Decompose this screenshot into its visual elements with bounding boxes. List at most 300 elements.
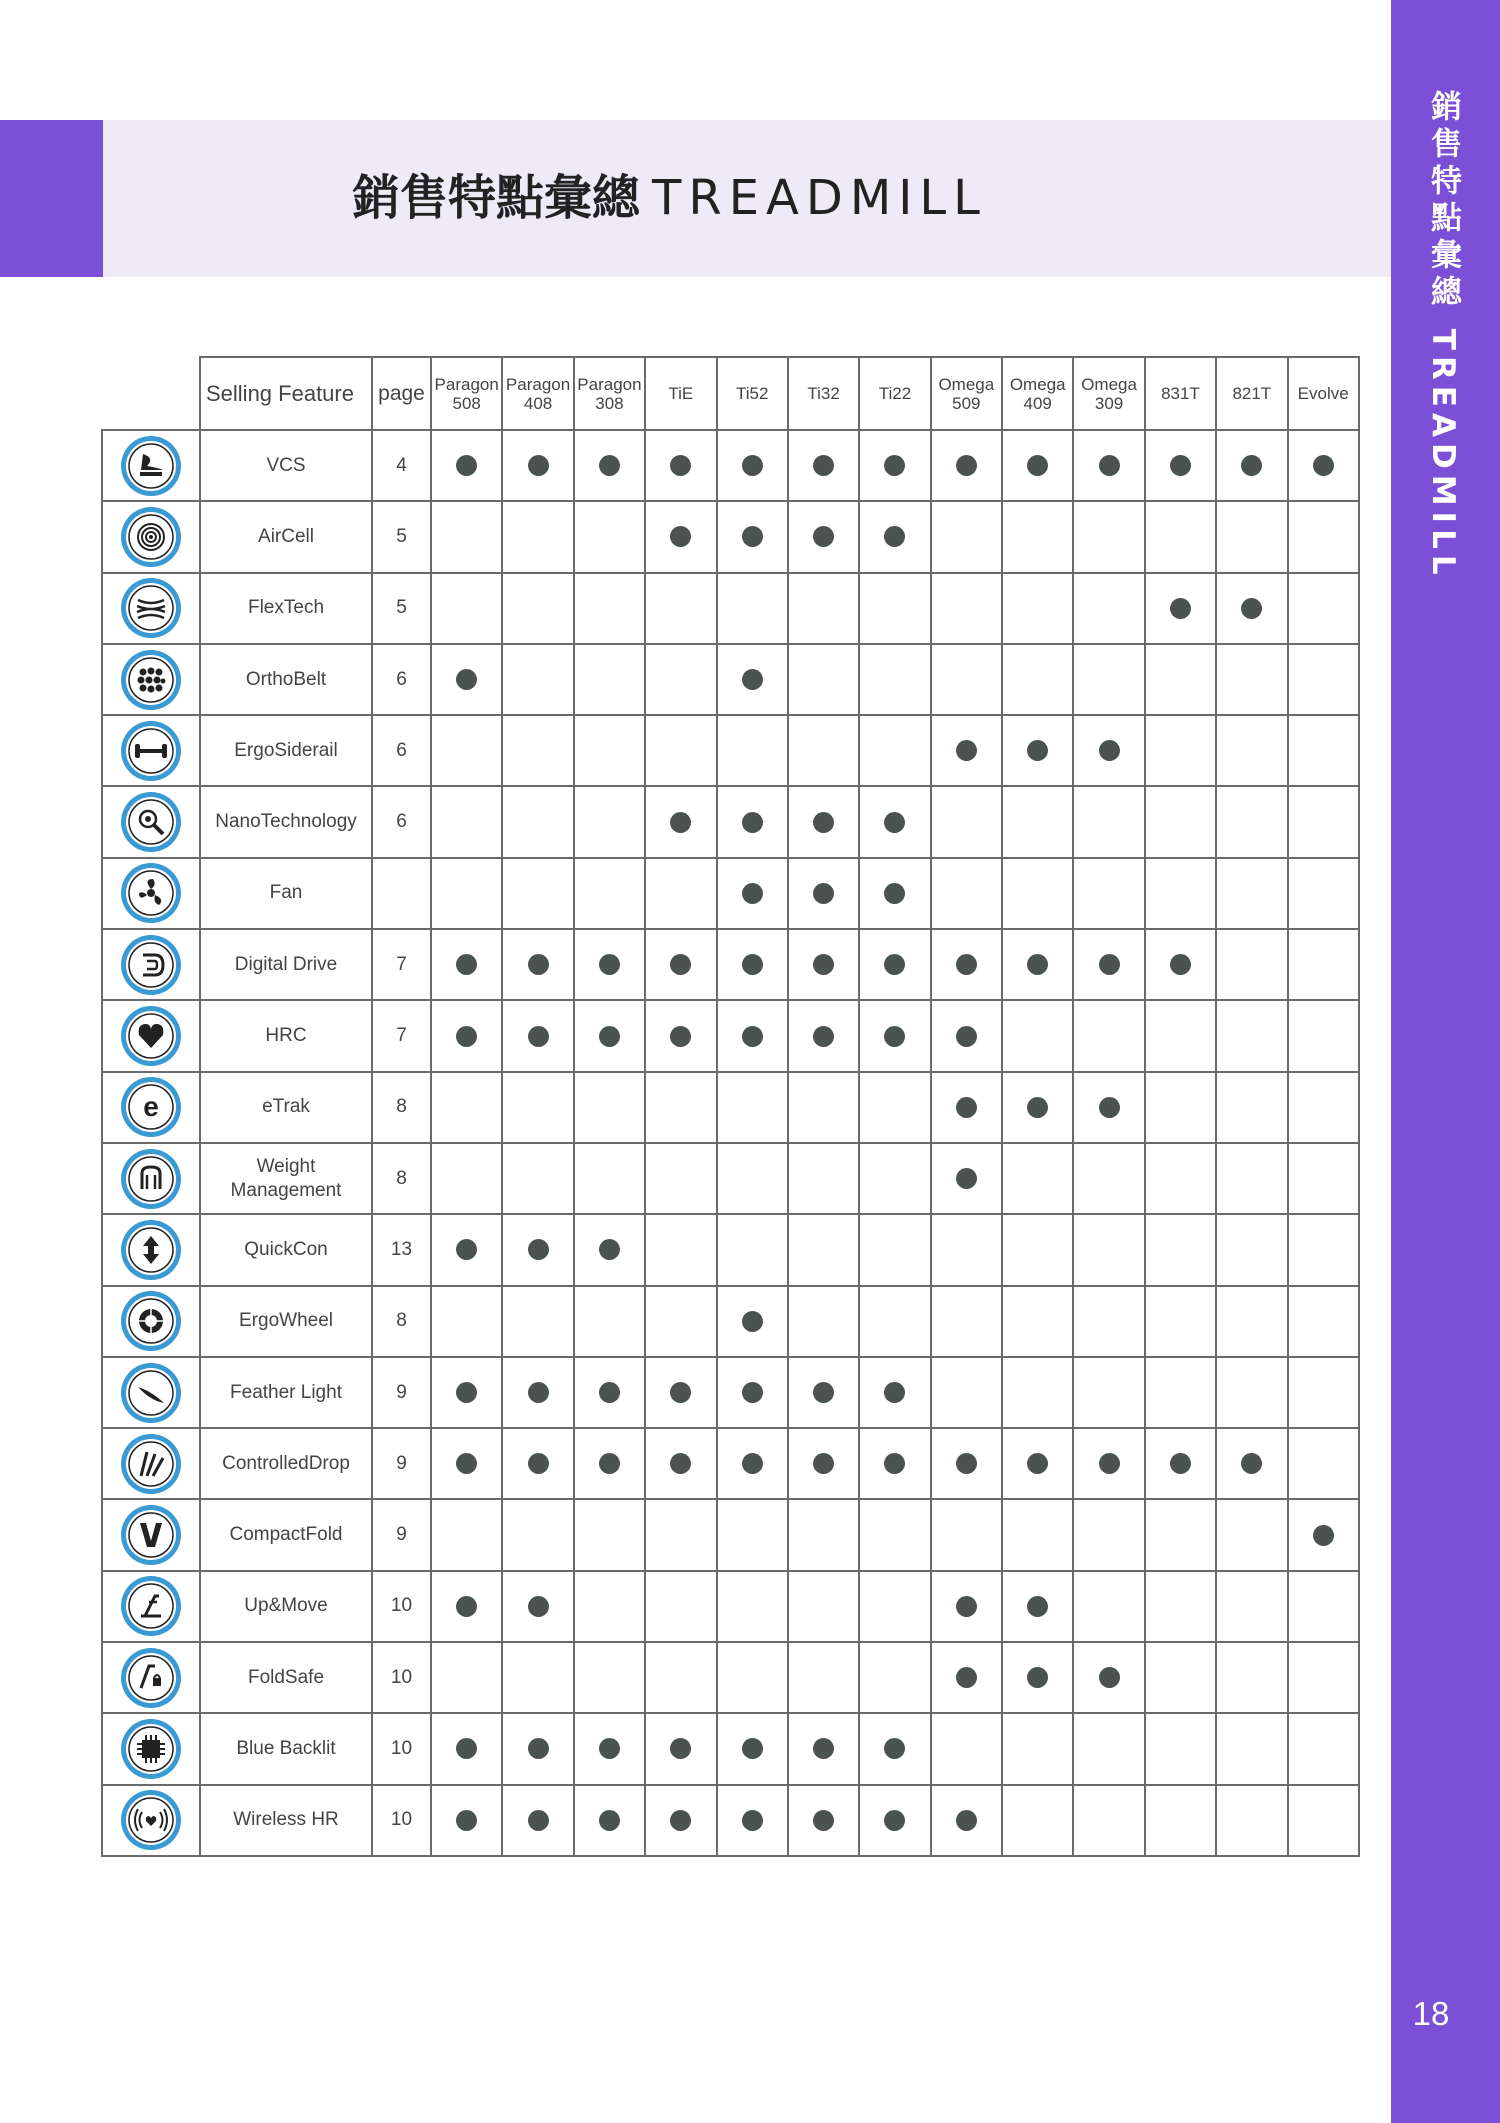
model-number: 408 [523,393,553,413]
model-cell [788,644,859,715]
feature-name: OrthoBelt [200,644,372,715]
model-cell [502,430,573,501]
feature-dot [1241,1453,1262,1474]
model-cell [717,1143,788,1214]
feature-dot [1027,1453,1048,1474]
model-cell [574,1143,645,1214]
feature-dot [742,1026,763,1047]
feature-dot [742,669,763,690]
model-cell [1002,786,1073,857]
feature-dot [670,526,691,547]
feature-dot [528,455,549,476]
feature-dot [670,1453,691,1474]
feature-dot [1099,1667,1120,1688]
model-cell [859,929,930,1000]
model-cell [717,1642,788,1713]
model-cell [1073,1072,1144,1143]
table-row [102,1143,1359,1214]
model-cell [1002,644,1073,715]
controlled-drop-icon [119,1432,183,1496]
feature-dot [742,883,763,904]
feature-dot [456,1738,477,1759]
model-cell [1216,1000,1287,1071]
model-cell [859,1143,930,1214]
model-cell [574,1428,645,1499]
table-row [102,1642,1359,1713]
model-cell [431,1286,502,1357]
feature-name: ControlledDrop [200,1428,372,1499]
up-move-icon [119,1574,183,1638]
model-cell [788,1713,859,1784]
feature-dot [1170,598,1191,619]
model-cell [431,1785,502,1856]
model-cell [788,1642,859,1713]
model-header [574,357,645,430]
feature-dot [742,1810,763,1831]
model-cell [1145,786,1216,857]
model-cell [931,786,1002,857]
feature-icon-cell [102,929,200,1000]
model-cell [574,1642,645,1713]
table-row [102,1499,1359,1570]
feature-dot [813,526,834,547]
feature-page: 10 [372,1642,431,1713]
model-cell [1145,1713,1216,1784]
feature-dot [1099,1097,1120,1118]
model-cell [1216,1642,1287,1713]
model-cell [931,1642,1002,1713]
etrak-icon [119,1075,183,1139]
model-cell [1002,858,1073,929]
model-cell [859,1642,930,1713]
feature-name: eTrak [200,1072,372,1143]
model-cell [717,858,788,929]
model-cell [502,1499,573,1570]
model-cell [717,929,788,1000]
model-cell [717,1072,788,1143]
feature-icon-cell [102,786,200,857]
model-cell [1288,573,1359,644]
model-cell [1288,430,1359,501]
model-name: Ti32 [807,384,840,403]
model-cell [1216,1713,1287,1784]
feature-dot [742,526,763,547]
model-cell [1288,929,1359,1000]
model-cell [1216,430,1287,501]
model-cell [431,1428,502,1499]
table-row [102,644,1359,715]
feature-icon-cell [102,1785,200,1856]
feature-dot [742,1738,763,1759]
feature-dot [813,812,834,833]
feature-dot [1027,740,1048,761]
model-cell [645,715,716,786]
feature-dot [813,1382,834,1403]
table-row [102,1785,1359,1856]
page-title-en: TREADMILL [652,170,987,226]
model-cell [931,1571,1002,1642]
model-cell [859,1214,930,1285]
model-header [859,357,930,430]
feature-dot [956,1453,977,1474]
model-cell [788,1214,859,1285]
model-cell [931,644,1002,715]
feature-dot [956,1026,977,1047]
blue-backlit-icon [119,1717,183,1781]
model-cell [1145,1642,1216,1713]
model-cell [1002,1286,1073,1357]
model-cell [1145,858,1216,929]
model-cell [1145,1428,1216,1499]
model-cell [788,1428,859,1499]
feature-dot [884,954,905,975]
feature-name: AirCell [200,501,372,572]
model-cell [431,644,502,715]
model-header [1288,357,1359,430]
feature-dot [956,954,977,975]
model-cell [1145,1785,1216,1856]
flextech-icon [119,576,183,640]
feature-name: ErgoSiderail [200,715,372,786]
model-cell [931,929,1002,1000]
model-cell [1288,858,1359,929]
feature-page: 8 [372,1143,431,1214]
feature-dot [884,1026,905,1047]
model-cell [859,1499,930,1570]
feature-icon-cell [102,644,200,715]
model-cell [859,644,930,715]
model-cell [1002,1428,1073,1499]
model-cell [1216,644,1287,715]
feature-dot [956,1810,977,1831]
feature-icon-cell [102,1499,200,1570]
model-cell [717,501,788,572]
feature-page: 9 [372,1357,431,1428]
model-number: 308 [595,393,624,413]
feature-dot [1241,455,1262,476]
feature-page: 8 [372,1286,431,1357]
model-cell [502,1000,573,1071]
feature-dot [528,1810,549,1831]
table-row [102,858,1359,929]
model-name: Ti52 [735,384,769,403]
model-number: 508 [452,393,481,413]
feature-dot [456,1596,477,1617]
model-cell [859,1357,930,1428]
feature-dot [528,1026,549,1047]
model-cell [859,1785,930,1856]
model-cell [431,1000,502,1071]
model-cell [1073,573,1144,644]
model-cell [502,858,573,929]
model-cell [931,1072,1002,1143]
model-cell [1288,1642,1359,1713]
model-cell [1145,1286,1216,1357]
model-cell [1216,1571,1287,1642]
model-cell [788,1571,859,1642]
feature-dot [456,1810,477,1831]
model-cell [645,1571,716,1642]
model-cell [574,430,645,501]
feature-name: FlexTech [200,573,372,644]
feature-dot [1099,954,1120,975]
model-cell [1216,1785,1287,1856]
feature-icon-cell [102,501,200,572]
feature-icon-cell [102,1357,200,1428]
model-cell [645,644,716,715]
model-cell [1073,1000,1144,1071]
model-cell [431,1357,502,1428]
quickcon-icon [119,1218,183,1282]
model-cell [574,1499,645,1570]
feature-dot [1313,1525,1334,1546]
model-name: Omega [938,374,995,394]
model-cell [431,1499,502,1570]
feature-dot [884,1453,905,1474]
feature-dot [599,455,620,476]
model-cell [502,1357,573,1428]
feature-dot [1027,1667,1048,1688]
table-row [102,1428,1359,1499]
feather-icon [119,1361,183,1425]
model-cell [717,1000,788,1071]
model-cell [788,573,859,644]
feature-dot [884,1810,905,1831]
model-name: Omega [1081,374,1137,394]
feature-icon-cell [102,1143,200,1214]
feature-page: 9 [372,1499,431,1570]
feature-icon-cell [102,1214,200,1285]
model-cell [1216,501,1287,572]
feature-page: 13 [372,1214,431,1285]
feature-dot [599,1239,620,1260]
model-cell [574,1357,645,1428]
model-cell [1002,1357,1073,1428]
feature-dot [742,1453,763,1474]
model-cell [931,1428,1002,1499]
model-cell [1073,1499,1144,1570]
feature-dot [884,812,905,833]
feature-dot [956,1596,977,1617]
model-cell [574,501,645,572]
model-cell [1288,1357,1359,1428]
model-header [1002,357,1073,430]
model-cell [1073,1785,1144,1856]
feature-dot [528,1453,549,1474]
feature-page: 5 [372,501,431,572]
feature-name: Blue Backlit [200,1713,372,1784]
model-cell [1288,786,1359,857]
ergosiderail-icon [119,719,183,783]
model-cell [931,858,1002,929]
model-cell [1002,573,1073,644]
feature-dot [456,455,477,476]
model-header [502,357,573,430]
feature-dot [528,1382,549,1403]
feature-dot [599,1026,620,1047]
model-cell [1002,1214,1073,1285]
model-cell [645,1286,716,1357]
model-header [1073,357,1144,430]
model-name: 831T [1161,384,1200,403]
feature-dot [670,954,691,975]
model-name: Paragon [577,374,642,394]
model-cell [574,573,645,644]
model-cell [502,715,573,786]
table-row [102,1214,1359,1285]
model-cell [931,1785,1002,1856]
feature-page: 9 [372,1428,431,1499]
feature-name: Feather Light [200,1357,372,1428]
model-cell [1073,1571,1144,1642]
model-cell [1002,1571,1073,1642]
model-cell [645,1000,716,1071]
model-cell [1073,1286,1144,1357]
feature-dot [456,954,477,975]
feature-dot [1313,455,1334,476]
foldsafe-icon [119,1646,183,1710]
model-cell [1002,1000,1073,1071]
model-cell [502,1428,573,1499]
model-cell [1073,786,1144,857]
feature-page: 6 [372,786,431,857]
model-cell [1145,1571,1216,1642]
feature-dot [884,526,905,547]
model-cell [645,1072,716,1143]
model-header [788,357,859,430]
model-cell [1002,1785,1073,1856]
model-cell [431,1642,502,1713]
feature-dot [956,1097,977,1118]
feature-dot [670,455,691,476]
model-cell [574,1785,645,1856]
model-cell [1073,644,1144,715]
feature-icon-cell [102,1571,200,1642]
model-cell [788,1072,859,1143]
page-header: page [372,357,431,430]
table-row [102,1357,1359,1428]
table-row [102,715,1359,786]
feature-icon-cell [102,1072,200,1143]
model-cell [1216,786,1287,857]
feature-dot [528,1239,549,1260]
model-cell [1073,1357,1144,1428]
model-cell [431,501,502,572]
model-cell [431,430,502,501]
model-cell [1216,1286,1287,1357]
feature-page: 10 [372,1713,431,1784]
model-cell [1216,858,1287,929]
model-cell [574,1000,645,1071]
feature-page [372,858,431,929]
selling-feature-header: Selling Feature [200,357,372,430]
model-cell [788,858,859,929]
icon-column-header [102,357,200,430]
model-cell [1288,1072,1359,1143]
feature-name: ErgoWheel [200,1286,372,1357]
weight-management-icon [119,1147,183,1211]
model-cell [1145,929,1216,1000]
model-cell [717,1286,788,1357]
feature-page: 6 [372,715,431,786]
feature-page: 10 [372,1785,431,1856]
feature-dot [884,1382,905,1403]
model-cell [502,1571,573,1642]
feature-dot [599,954,620,975]
feature-name: NanoTechnology [200,786,372,857]
model-cell [1216,929,1287,1000]
model-cell [931,1000,1002,1071]
feature-dot [456,1453,477,1474]
model-cell [574,1571,645,1642]
model-cell [502,929,573,1000]
model-cell [717,715,788,786]
model-name: Omega [1009,374,1066,394]
model-cell [574,929,645,1000]
model-cell [931,1499,1002,1570]
feature-page: 10 [372,1571,431,1642]
page-title-zh: 銷售特點彙總 [352,170,641,226]
feature-page: 7 [372,929,431,1000]
model-cell [574,858,645,929]
feature-dot [1099,740,1120,761]
table-row [102,501,1359,572]
table-row [102,1000,1359,1071]
model-cell [717,1214,788,1285]
model-cell [931,715,1002,786]
model-cell [431,1713,502,1784]
feature-dot [456,1239,477,1260]
model-cell [574,715,645,786]
model-cell [431,573,502,644]
model-cell [431,1072,502,1143]
model-cell [717,1713,788,1784]
vcs-icon [119,434,183,498]
model-cell [431,1214,502,1285]
feature-name: Fan [200,858,372,929]
model-cell [574,1072,645,1143]
model-cell [502,1143,573,1214]
feature-table [101,356,1360,1857]
feature-page: 7 [372,1000,431,1071]
feature-page: 5 [372,573,431,644]
model-cell [1073,501,1144,572]
model-cell [1145,644,1216,715]
model-cell [645,1143,716,1214]
model-cell [1216,1072,1287,1143]
table-row [102,573,1359,644]
model-cell [1145,501,1216,572]
model-cell [1288,501,1359,572]
model-cell [931,573,1002,644]
model-cell [574,1713,645,1784]
nanotechnology-icon [119,790,183,854]
model-number: 509 [952,393,981,413]
feature-dot [1241,598,1262,619]
feature-name: FoldSafe [200,1642,372,1713]
model-cell [1073,1143,1144,1214]
model-cell [717,573,788,644]
model-cell [645,858,716,929]
feature-dot [528,1596,549,1617]
feature-name: Digital Drive [200,929,372,1000]
model-cell [1288,1571,1359,1642]
feature-icon-cell [102,1642,200,1713]
feature-dot [956,1667,977,1688]
model-name: Paragon [505,374,571,394]
model-cell [1216,1499,1287,1570]
model-cell [502,644,573,715]
